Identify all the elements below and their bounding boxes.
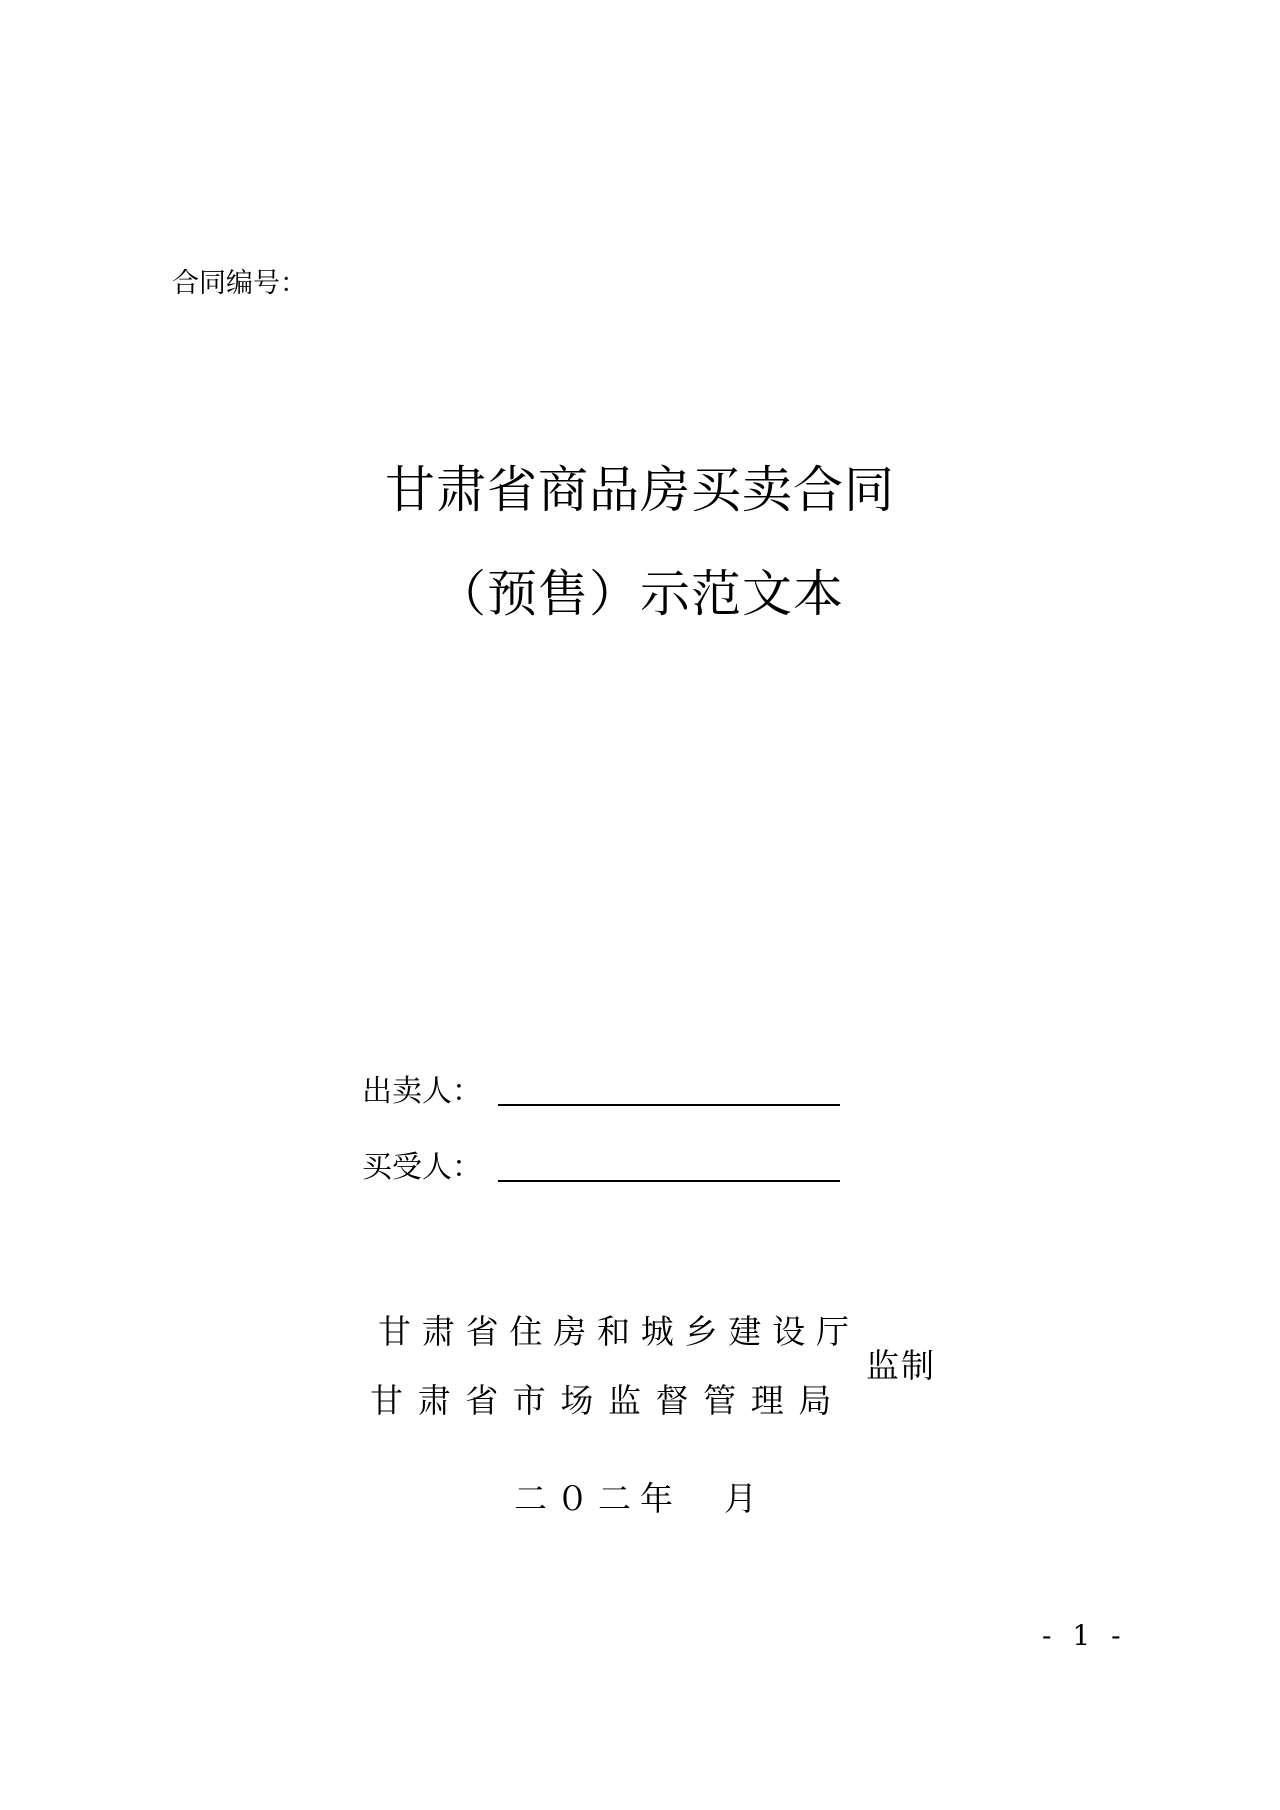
supervise-label: 监制: [866, 1346, 936, 1385]
document-subtitle: （预售）示范文本: [436, 565, 844, 623]
seller-label: 出卖人：: [362, 1074, 482, 1109]
contract-number-label: 合同编号：: [172, 268, 307, 299]
issuer-housing-department: 甘肃省住房和城乡建设厅: [378, 1312, 860, 1351]
buyer-label: 买受人：: [362, 1150, 482, 1185]
buyer-blank-line: [498, 1180, 840, 1182]
seller-blank-line: [498, 1104, 840, 1106]
page-number: - 1 -: [1042, 1619, 1127, 1652]
document-title: 甘肃省商品房买卖合同: [385, 461, 895, 519]
issue-date: 二０二年 月: [514, 1479, 766, 1518]
issuer-market-regulation-bureau: 甘肃省市场监督管理局: [370, 1381, 846, 1420]
